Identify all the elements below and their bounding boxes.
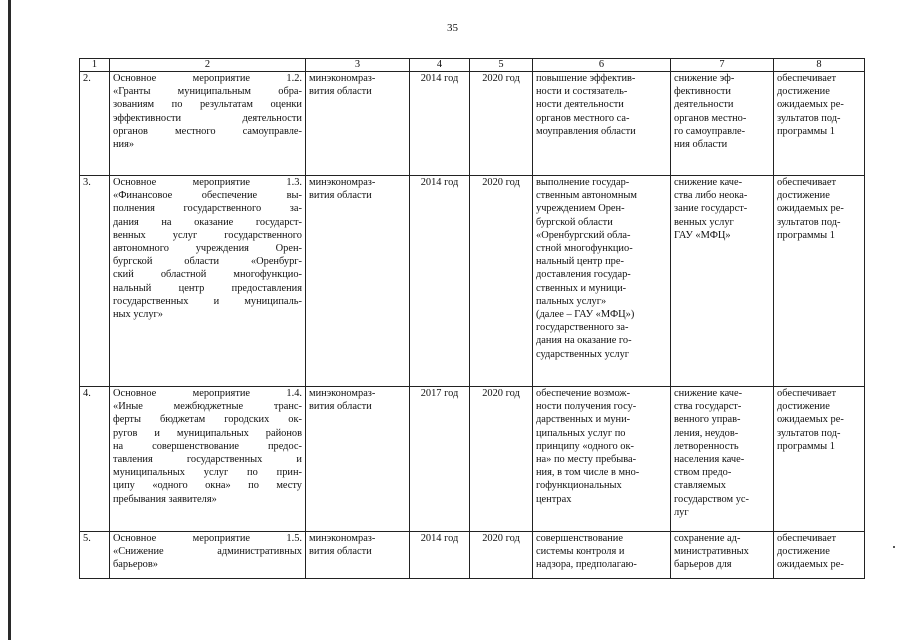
table-row [80,387,865,532]
column-header: 2 [110,59,306,72]
cell-line: Основное мероприятие 1.3. [113,177,302,188]
expected-result-cell [533,72,671,176]
cell-line: вития области [309,190,372,202]
row-number-cell: 5. [80,532,110,579]
cell-line: снижение каче- [674,388,743,399]
cell-line: муниципальных услуг по прин- [113,467,302,479]
cell-line: ферты бюджетам городских ок- [113,414,302,426]
start-year-cell: 2014 год [410,72,470,176]
cell-line: барьеров» [113,559,158,571]
cell-line: луг [674,506,689,518]
cell-line: венных услуг [674,216,734,228]
cell-line: центрах [536,493,572,505]
executor-cell [306,532,410,579]
cell-line: летворенность [674,440,739,452]
cell-line: «Оренбургский обла- [536,229,631,241]
cell-line: населения каче- [674,454,745,466]
cell-line: (далее – ГАУ «МФЦ») [536,309,635,321]
cell-line: ства государст- [674,401,742,413]
cell-line: минэкономраз- [309,177,376,188]
cell-line: программы 1 [777,440,835,452]
cell-line: надзора, предполагаю- [536,559,637,571]
cell-line: ожидаемых ре- [777,99,844,111]
event-name-cell [110,387,306,532]
cell-line: вития области [309,546,372,558]
cell-line: обеспечивает [777,177,837,188]
cell-line: зультатов под- [777,427,841,439]
cell-line: минэкономраз- [309,73,376,84]
cell-line: «Снижение административных [113,546,302,558]
cell-line: на» по месту пребыва- [536,454,637,466]
cell-line: ных услуг» [113,309,163,321]
column-header: 4 [410,59,470,72]
cell-line: эффективности деятельности [113,112,302,124]
cell-line: ожидаемых ре- [777,559,844,571]
cell-line: нальный центр пре- [536,256,624,268]
end-year-cell: 2020 год [470,176,533,387]
executor-cell [306,176,410,387]
cell-line: снижение каче- [674,177,743,188]
table-row [80,176,865,387]
cell-line: нальный центр предоставления [113,282,302,294]
cell-line: совершенствование [536,533,623,544]
cell-line: программы 1 [777,229,835,241]
cell-line: ругов и муниципальных районов [113,427,302,439]
start-year-cell: 2017 год [410,387,470,532]
cell-line: органов местного са- [536,112,630,124]
cell-line: ния, в том числе в мно- [536,467,640,479]
row-number-cell: 3. [80,176,110,387]
cell-line: органов местно- [674,112,747,124]
cell-line: обеспечивает [777,73,837,84]
cell-line: зание государст- [674,203,748,215]
cell-line: ципу «одного окна» по месту [113,480,302,492]
cell-line: деятельности [674,99,734,111]
expected-result-cell [533,387,671,532]
consequences-cell [671,176,774,387]
cell-line: ственных и муници- [536,282,627,294]
cell-line: программы 1 [777,125,835,137]
cell-line: барьеров для [674,559,732,571]
cell-line: ством предо- [674,467,732,479]
cell-line: достижение [777,86,830,98]
cell-line: доставления государ- [536,269,631,281]
start-year-cell: 2014 год [410,532,470,579]
cell-line: дания на оказание го- [536,335,632,347]
cell-line: зультатов под- [777,216,841,228]
cell-line: Основное мероприятие 1.2. [113,73,302,84]
expected-result-cell [533,176,671,387]
cell-line: ности и состязатель- [536,86,628,98]
measures-table [79,58,865,579]
executor-cell [306,72,410,176]
cell-line: органов местного самоуправле- [113,125,302,137]
header-row [80,59,865,72]
consequences-cell [671,532,774,579]
column-header: 1 [80,59,110,72]
cell-line: повышение эффектив- [536,73,636,84]
cell-line: ственным автономным [536,190,637,202]
cell-line: венных услуг государственного [113,229,302,241]
row-number-cell: 4. [80,387,110,532]
indicator-link-cell [774,387,865,532]
cell-line: государственных и муниципаль- [113,295,302,307]
cell-line: учреждением Орен- [536,203,625,215]
scan-mark [893,546,895,548]
table-body [80,72,865,579]
cell-line: вития области [309,401,372,413]
executor-cell [306,387,410,532]
cell-line: принципу «одного ок- [536,440,634,452]
cell-line: минэкономраз- [309,533,376,544]
cell-line: системы контроля и [536,546,625,558]
cell-line: ления, неудов- [674,427,739,439]
cell-line: го самоуправле- [674,125,746,137]
cell-line: министративных [674,546,749,558]
cell-line: ципальных услуг по [536,427,626,439]
cell-line: сударственных услуг [536,348,630,360]
cell-line: стной многофункцио- [536,243,633,255]
expected-result-cell [533,532,671,579]
consequences-cell [671,387,774,532]
cell-line: моуправления области [536,125,636,137]
cell-line: Основное мероприятие 1.4. [113,388,302,399]
event-name-cell [110,72,306,176]
page-margin-line [8,0,11,640]
cell-line: обеспечивает [777,388,837,399]
event-name-cell [110,176,306,387]
cell-line: ства либо неока- [674,190,748,202]
consequences-cell [671,72,774,176]
cell-line: ожидаемых ре- [777,414,844,426]
cell-line: вития области [309,86,372,98]
cell-line: государственного за- [536,322,629,334]
cell-line: венного управ- [674,414,741,426]
end-year-cell: 2020 год [470,72,533,176]
column-header: 5 [470,59,533,72]
event-name-cell [110,532,306,579]
cell-line: бургской области «Оренбург- [113,256,302,268]
column-header: 6 [533,59,671,72]
cell-line: зованиям по результатам оценки [113,99,302,111]
column-header: 8 [774,59,865,72]
cell-line: ожидаемых ре- [777,203,844,215]
cell-line: Основное мероприятие 1.5. [113,533,302,544]
cell-line: достижение [777,190,830,202]
cell-line: бургской области [536,216,613,228]
end-year-cell: 2020 год [470,387,533,532]
cell-line: ГАУ «МФЦ» [674,229,731,241]
start-year-cell: 2014 год [410,176,470,387]
cell-line: «Финансовое обеспечение вы- [113,190,302,202]
cell-line: ский областной многофункцио- [113,269,302,281]
cell-line: тавления государственных и [113,454,302,466]
cell-line: снижение эф- [674,73,735,84]
cell-line: автономного учреждения Орен- [113,243,302,255]
cell-line: пальных услуг» [536,295,607,307]
table-row [80,72,865,176]
cell-line: достижение [777,546,830,558]
cell-line: фективности [674,86,731,98]
cell-line: ности деятельности [536,99,624,111]
column-header: 7 [671,59,774,72]
cell-line: зультатов под- [777,112,841,124]
end-year-cell: 2020 год [470,532,533,579]
cell-line: ставляемых [674,480,726,492]
row-number-cell: 2. [80,72,110,176]
cell-line: ния области [674,139,728,151]
cell-line: государством ус- [674,493,749,505]
cell-line: сохранение ад- [674,533,741,544]
cell-line: «Иные межбюджетные транс- [113,401,302,413]
cell-line: «Гранты муниципальным обра- [113,86,302,98]
cell-line: дарственных и муни- [536,414,631,426]
indicator-link-cell [774,532,865,579]
cell-line: ности получения госу- [536,401,637,413]
column-header: 3 [306,59,410,72]
table-row [80,532,865,579]
page-number: 35 [447,22,458,34]
cell-line: обеспечение возмож- [536,388,631,399]
cell-line: дания на оказание государст- [113,216,302,228]
cell-line: на совершенствование предос- [113,440,302,452]
cell-line: выполнение государ- [536,177,630,188]
cell-line: обеспечивает [777,533,837,544]
cell-line: гофункциональных [536,480,622,492]
cell-line: полнения государственного за- [113,203,302,215]
cell-line: минэкономраз- [309,388,376,399]
cell-line: ния» [113,139,135,151]
cell-line: пребывания заявителя» [113,493,217,505]
cell-line: достижение [777,401,830,413]
indicator-link-cell [774,72,865,176]
indicator-link-cell [774,176,865,387]
